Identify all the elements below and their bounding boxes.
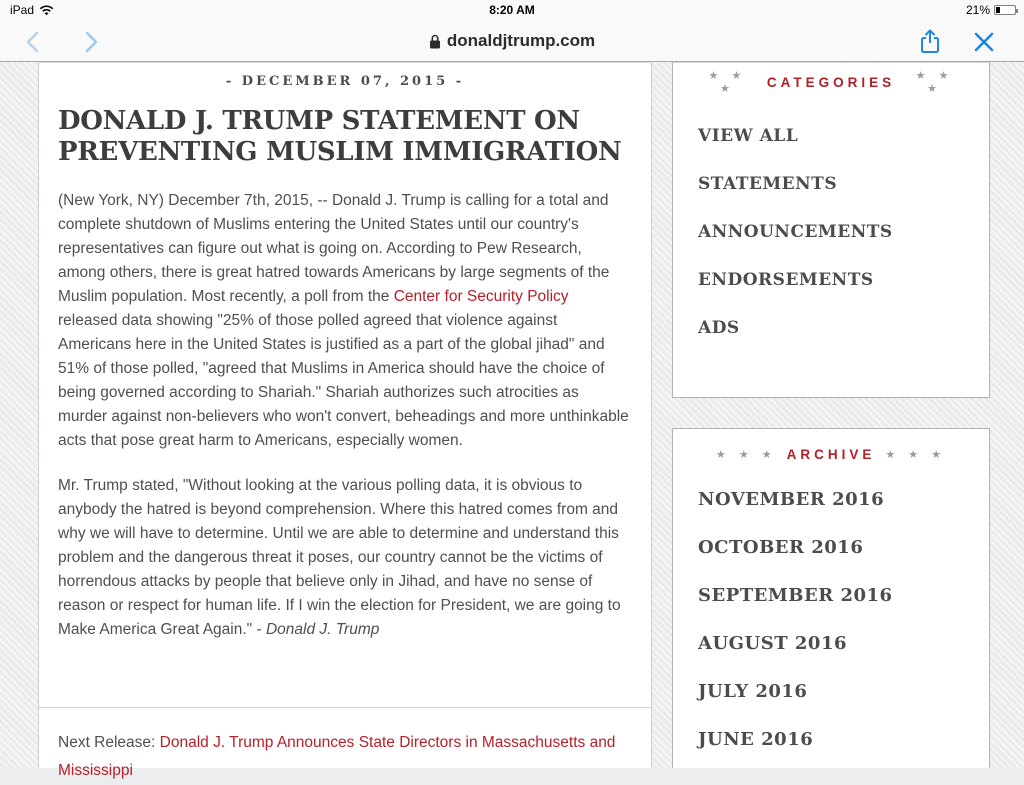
categories-title: CATEGORIES [766,74,896,90]
sidebar-item-august-2016[interactable]: AUGUST 2016 [698,633,847,654]
close-button[interactable] [970,28,998,56]
sidebar-item-announcements[interactable]: ANNOUNCEMENTS [698,222,893,242]
categories-list [698,126,964,338]
paragraph-2-text: Mr. Trump stated, "Without looking at the various polling data, it is obvious to anybody the hatred is beyond comprehension. Where this hatred comes from and why we will have to determine. Until we are able to determine and understand this problem and the dangerous threat it poses, our country cannot be the victims of horrendous attacks by people that believe only in Jihad, and have no sense of reason or respect for human life. If I win the election for President, we are going to Make America Great Again." - [58,477,621,638]
stars-right-icon: ★ ★ ★ [885,449,947,461]
article-paragraph-2 [58,474,632,642]
article-divider [39,707,651,708]
stars-left-icon: ★ ★ ★ [715,449,777,461]
battery-percent: 21% [965,3,990,17]
sidebar-item-october-2016[interactable]: OCTOBER 2016 [698,537,864,558]
next-release-link[interactable]: Donald J. Trump Announces State Directors in Massachusetts and Mississippi [58,734,616,779]
categories-card [672,62,990,398]
browser-toolbar [0,20,1024,62]
article-date: - DECEMBER 07, 2015 - [225,74,465,89]
battery-icon [994,5,1016,15]
share-button[interactable] [916,28,944,56]
next-release [58,729,632,785]
article-title: DONALD J. TRUMP STATEMENT ON PREVENTING MUSLIM IMMIGRATION [58,106,622,167]
status-bar [0,0,1024,20]
sidebar-item-statements[interactable]: STATEMENTS [698,174,838,194]
sidebar-item-june-2016[interactable]: JUNE 2016 [698,729,814,750]
url-text: donaldjtrump.com [446,31,596,50]
archive-list [698,489,964,750]
web-page [0,62,1024,779]
paragraph-1-text-before: (New York, NY) December 7th, 2015, -- Donald J. Trump is calling for a total and complete shutdown of Muslims entering the United States until our country's representatives can figure out what is going on. According to Pew Research, among others, there is great hatred towards Americans by large segments of the Muslim population. Most recently, a poll from the [58,192,610,305]
share-icon [918,28,942,56]
article-paragraph-1 [58,189,632,453]
clock: 8:20 AM [489,3,535,17]
address-bar[interactable] [0,20,1024,62]
sidebar-item-november-2016[interactable]: NOVEMBER 2016 [698,489,885,510]
archive-title: ARCHIVE [786,447,876,462]
next-release-label: Next Release: [58,734,160,751]
close-icon [973,31,995,53]
sidebar-item-september-2016[interactable]: SEPTEMBER 2016 [698,585,893,606]
sidebar-item-view-all[interactable]: VIEW ALL [698,126,799,146]
archive-card [672,428,990,768]
signature: Donald J. Trump [265,621,380,638]
sidebar-item-endorsements[interactable]: ENDORSEMENTS [698,270,874,290]
stars-right-icon: ★ ★ ★ [915,70,954,95]
categories-header [698,69,964,95]
archive-header [698,447,964,462]
sidebar-item-july-2016[interactable]: JULY 2016 [698,681,808,702]
carrier-label: iPad [10,3,35,17]
article-card [38,62,652,779]
lock-icon [429,34,441,49]
paragraph-1-text-after: released data showing "25% of those polled agreed that violence against Americans here in the United States is justified as a part of the global jihad" and 51% of those polled, "agreed that Muslims in America should have the choice of being governed according to Shariah." Shariah authorizes such atrocities as murder against non-believers who won't convert, beheadings and more unthinkable acts that pose great harm to Americans, especially women. [58,312,629,449]
stars-left-icon: ★ ★ ★ [708,70,747,95]
center-for-security-policy-link[interactable]: Center for Security Policy [393,288,569,305]
sidebar-item-ads[interactable]: ADS [698,318,740,338]
